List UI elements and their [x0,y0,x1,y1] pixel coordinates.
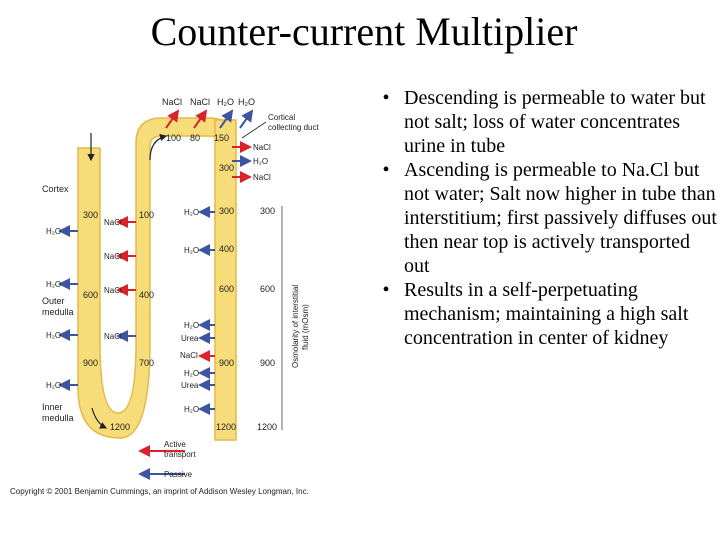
axis-label-1: Osmolarity of interstitial [291,284,300,368]
collecting-duct-label-2: collecting duct [268,123,319,132]
collecting-duct-label-1: Cortical [268,113,296,122]
loop-of-henle [78,118,236,438]
collecting-duct-pointer [242,122,266,138]
desc-osm-1200: 1200 [110,422,131,432]
copyright-text: Copyright © 2001 Benjamin Cummings, an imprint of Addison Wesley Longman, Inc. [10,487,309,496]
osm-top-80: 80 [190,133,201,143]
osm-top-150: 150 [214,133,230,143]
bullet-dot: • [382,87,390,109]
osm-top-100: 100 [166,133,182,143]
region-inner-medulla-1: Inner [42,402,63,412]
cd-nacl-label-1: NaCl [253,143,271,152]
bullet-item [368,86,718,158]
legend-active-label-2: transport [164,450,196,459]
cd-nacl-side-label-1: NaCl [180,351,198,360]
bullet-text: Results in a self-perpetuating mechanism; maintaining a high salt concentration in center of kidney [404,279,689,349]
top-label-nacl-2: NaCl [190,97,211,107]
cd-osm-600: 600 [219,284,235,294]
asc-osm-400: 400 [139,290,155,300]
bullet-text: Ascending is permeable to Na.Cl but not water; Salt now higher in tube than interstitium; first passively diffuses out then near top is actively transported out [404,159,717,277]
cd-osm-300b: 300 [219,206,235,216]
asc-nacl-label-2: NaCl [104,252,122,261]
cd-osm-1200: 1200 [216,422,237,432]
desc-osm-600: 600 [83,290,99,300]
asc-nacl-label-1: NaCl [104,218,122,227]
bullet-item [368,278,718,350]
region-inner-medulla-2: medulla [42,413,74,423]
countercurrent-diagram [0,88,370,508]
cd-h2o-label: H₂O [253,157,269,166]
interstitial-300: 300 [260,206,276,216]
desc-osm-900: 900 [83,358,99,368]
desc-h2o-label-1: H₂O [46,227,62,236]
h2o-out-arrow-2 [240,111,252,128]
desc-h2o-label-4: H₂O [46,381,62,390]
bullet-list [368,86,718,350]
interstitial-600: 600 [260,284,276,294]
cd-h2o-side-label-5: H₂O [184,405,200,414]
asc-nacl-label-3: NaCl [104,286,122,295]
slide-title: Counter-current Multiplier [150,9,578,54]
cd-osm-900: 900 [219,358,235,368]
top-label-nacl-1: NaCl [162,97,183,107]
desc-h2o-label-2: H₂O [46,280,62,289]
cd-osm-300a: 300 [219,163,235,173]
cd-osm-400: 400 [219,244,235,254]
cd-urea-label-2: Urea [181,381,199,390]
cd-h2o-side-label-2: H₂O [184,246,200,255]
interstitial-1200: 1200 [257,422,278,432]
bullet-item [368,158,718,278]
region-outer-medulla-1: Outer [42,296,65,306]
asc-nacl-label-4: NaCl [104,332,122,341]
top-label-h2o-2: H₂O [238,97,255,107]
bullet-dot: • [382,159,390,181]
cd-h2o-side-label-4: H₂O [184,369,200,378]
region-cortex: Cortex [42,184,69,194]
bullet-dot: • [382,279,390,301]
cd-h2o-side-label-3: H₂O [184,321,200,330]
desc-h2o-label-3: H₂O [46,331,62,340]
asc-osm-700: 700 [139,358,155,368]
top-label-h2o-1: H₂O [217,97,234,107]
cd-urea-label-1: Urea [181,334,199,343]
region-outer-medulla-2: medulla [42,307,74,317]
interstitial-900: 900 [260,358,276,368]
asc-osm-100: 100 [139,210,155,220]
desc-osm-300: 300 [83,210,99,220]
cd-h2o-side-label-1: H₂O [184,208,200,217]
cd-nacl-label-2: NaCl [253,173,271,182]
axis-label-2: fluid (mOsm) [301,304,310,350]
legend-passive-label: Passive [164,470,193,479]
bullet-text: Descending is permeable to water but not salt; loss of water concentrates urine in tube [404,87,706,157]
legend-active-label-1: Active [164,440,186,449]
